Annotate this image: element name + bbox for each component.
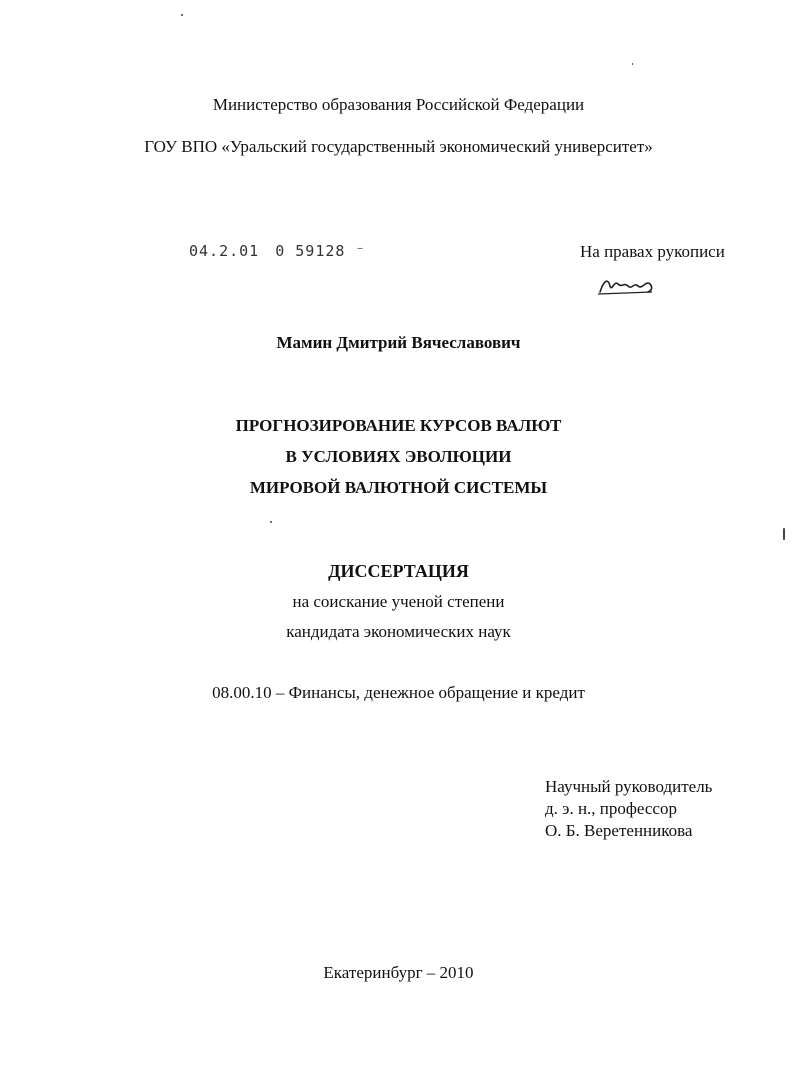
supervisor-role: Научный руководитель [545, 777, 713, 796]
supervisor-name: О. Б. Веретенникова [545, 821, 693, 840]
ministry-line: Министерство образования Российской Федерации [212, 95, 585, 114]
scan-speck [181, 14, 183, 16]
stamp-date: 04.2.01 [189, 242, 260, 260]
signature-icon [596, 274, 656, 298]
work-type-label: ДИССЕРТАЦИЯ [328, 561, 469, 581]
title-line-1: ПРОГНОЗИРОВАНИЕ КУРСОВ ВАЛЮТ [235, 416, 562, 435]
degree-line-1: на соискание ученой степени [292, 592, 505, 611]
scan-speck [783, 528, 785, 540]
manuscript-note: На правах рукописи [580, 242, 725, 261]
supervisor-degree: д. э. н., профессор [545, 799, 677, 818]
city-year: Екатеринбург – 2010 [323, 963, 474, 982]
specialty-line: 08.00.10 – Финансы, денежное обращение и кредит [212, 683, 585, 702]
title-line-2: В УСЛОВИЯХ ЭВОЛЮЦИИ [285, 447, 512, 466]
stamp-number: 0 59128 ⁻ [275, 242, 366, 260]
scan-speck [632, 63, 633, 65]
registration-stamp [189, 242, 366, 260]
scan-speck [270, 521, 272, 523]
supervisor-block [545, 776, 712, 842]
author-name: Мамин Дмитрий Вячеславович [276, 333, 521, 352]
university-line: ГОУ ВПО «Уральский государственный экономический университет» [144, 137, 653, 156]
degree-line-2: кандидата экономических наук [286, 622, 511, 641]
title-line-3: МИРОВОЙ ВАЛЮТНОЙ СИСТЕМЫ [249, 478, 548, 497]
